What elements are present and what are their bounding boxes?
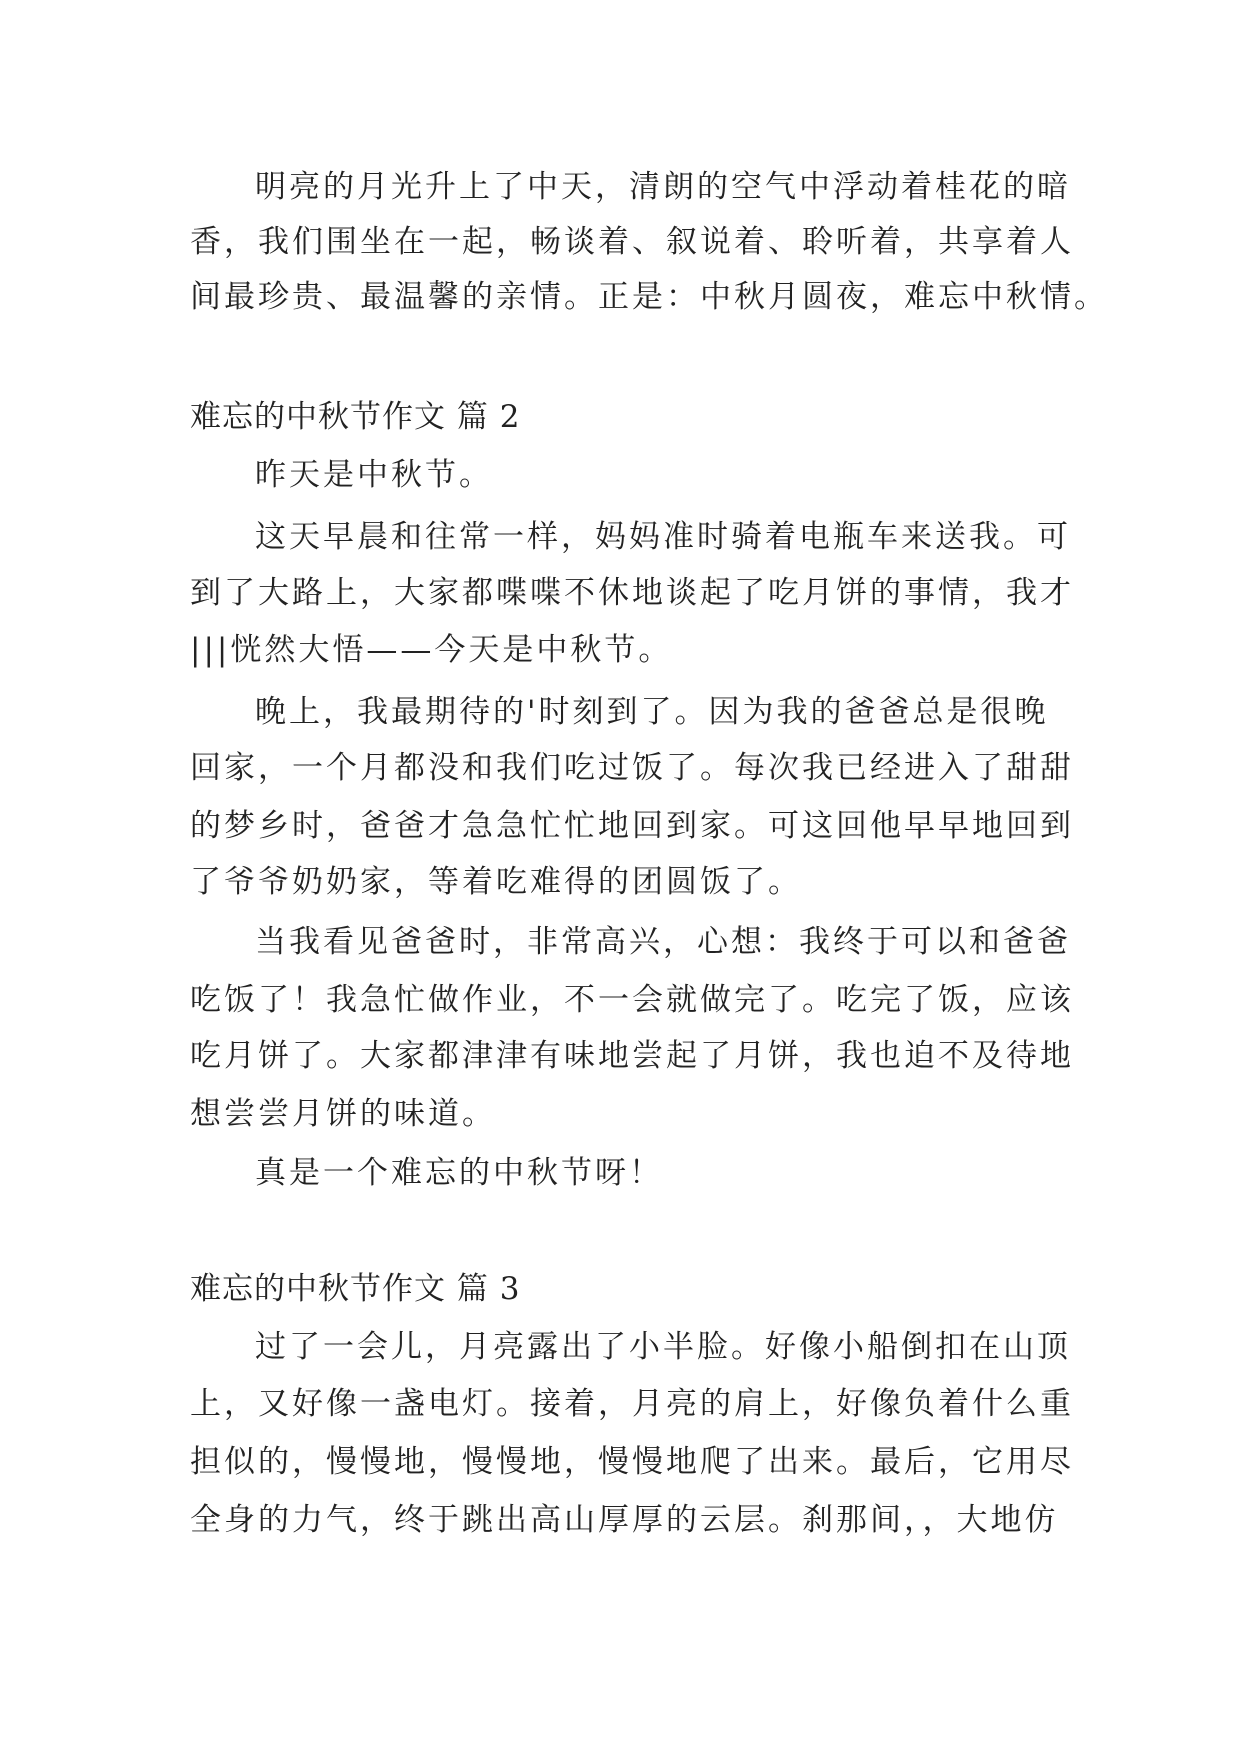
paragraph-line: 上，又好像一盏电灯。接着，月亮的肩上，好像负着什么重 [190, 1386, 1074, 1422]
paragraph-line: 香，我们围坐在一起，畅谈着、叙说着、聆听着，共享着人 [190, 224, 1074, 260]
paragraph-line: 间最珍贵、最温馨的亲情。正是：中秋月圆夜，难忘中秋情。 [190, 279, 1108, 315]
paragraph-line: 明亮的月光升上了中天，清朗的空气中浮动着桂花的暗 [255, 169, 1071, 205]
paragraph-line: 晚上，我最期待的'时刻到了。因为我的爸爸总是很晚 [255, 694, 1049, 730]
paragraph-line: 吃月饼了。大家都津津有味地尝起了月饼，我也迫不及待地 [190, 1038, 1074, 1074]
paragraph-line: 担似的，慢慢地，慢慢地，慢慢地爬了出来。最后，它用尽 [190, 1444, 1074, 1480]
paragraph-line: 吃饭了！我急忙做作业，不一会就做完了。吃完了饭，应该 [190, 982, 1074, 1018]
paragraph-line: 昨天是中秋节。 [255, 457, 493, 493]
paragraph-line: 这天早晨和往常一样，妈妈准时骑着电瓶车来送我。可 [255, 519, 1071, 555]
section-heading: 难忘的中秋节作文 篇 3 [190, 1271, 521, 1307]
paragraph-line: 回家，一个月都没和我们吃过饭了。每次我已经进入了甜甜 [190, 750, 1074, 786]
paragraph-line: 的梦乡时，爸爸才急急忙忙地回到家。可这回他早早地回到 [190, 808, 1074, 844]
section-heading: 难忘的中秋节作文 篇 2 [190, 399, 521, 435]
paragraph-line: |||恍然大悟——今天是中秋节。 [190, 632, 673, 668]
paragraph-line: 过了一会儿，月亮露出了小半脸。好像小船倒扣在山顶 [255, 1329, 1071, 1365]
paragraph-line: 全身的力气，终于跳出高山厚厚的云层。刹那间，，大地仿 [190, 1502, 1059, 1538]
paragraph-line: 当我看见爸爸时，非常高兴，心想：我终于可以和爸爸 [255, 924, 1071, 960]
paragraph-line: 想尝尝月饼的味道。 [190, 1096, 496, 1132]
paragraph-line: 到了大路上，大家都喋喋不休地谈起了吃月饼的事情，我才 [190, 575, 1074, 611]
paragraph-line: 真是一个难忘的中秋节呀！ [255, 1155, 663, 1191]
paragraph-line: 了爷爷奶奶家，等着吃难得的团圆饭了。 [190, 864, 802, 900]
